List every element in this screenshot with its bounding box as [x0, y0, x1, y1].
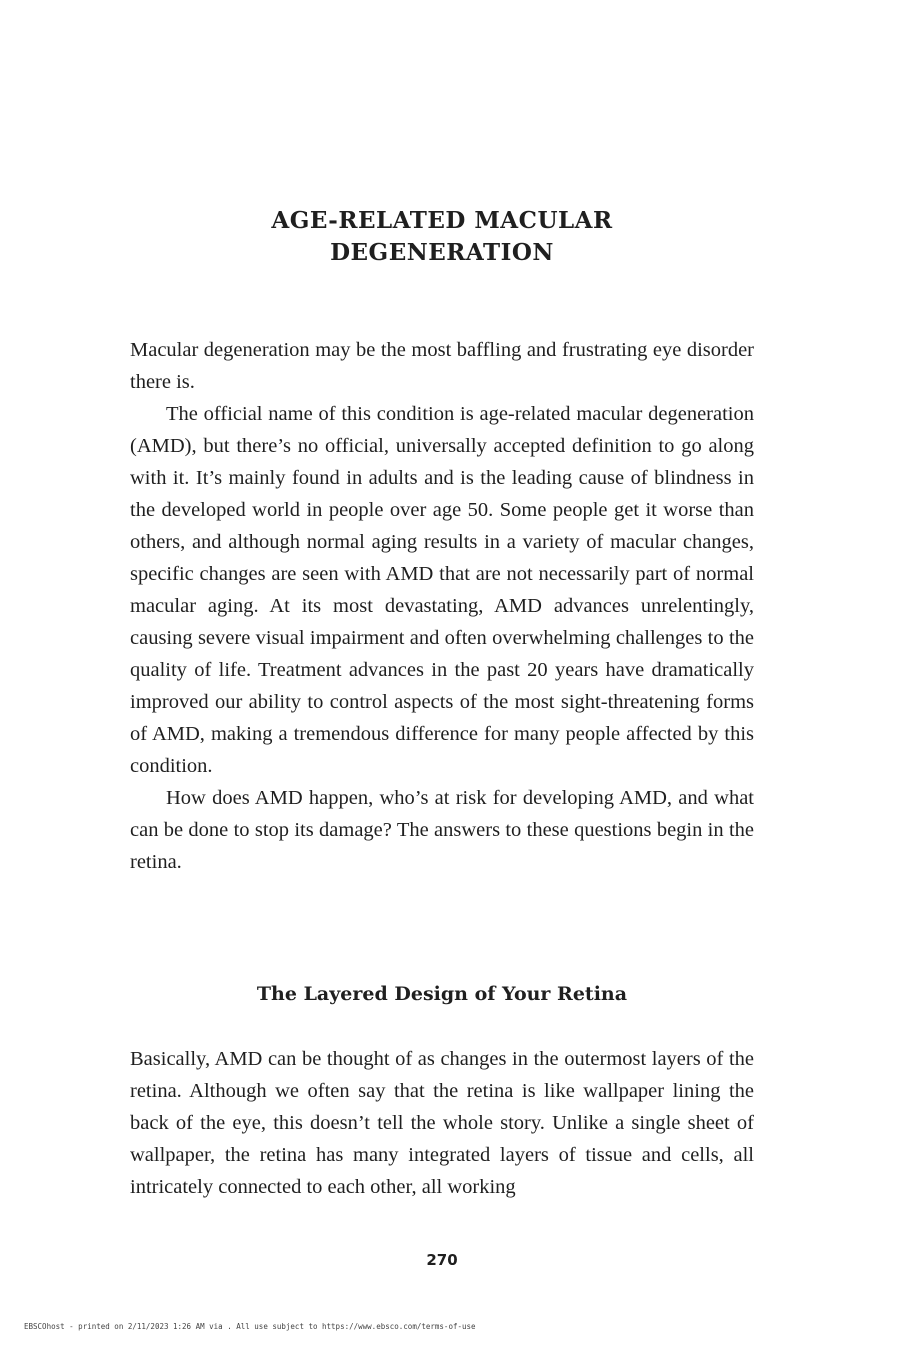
section-heading: The Layered Design of Your Retina: [256, 983, 628, 1005]
paragraph: How does AMD happen, who’s at risk for developing AMD, and what can be done to stop its damage? The answers to these questions begin in the retina.: [130, 787, 754, 873]
chapter-title: [0, 205, 884, 269]
page-number: 270: [426, 1251, 458, 1269]
chapter-title-line-1: AGE-RELATED MACULAR: [271, 207, 613, 234]
section-text: [130, 1043, 754, 1203]
paragraph: Macular degeneration may be the most baffling and frustrating eye disorder there is.: [130, 339, 754, 393]
paragraph: The official name of this condition is age-related macular degeneration (AMD), but there’s no official, universally accepted definition to go along with it. It’s mainly found in adults and is the leading cause of blindness in the developed world in people over age 50. Some people get it worse than others, and although normal aging results in a variety of macular changes, specific changes are seen with AMD that are not necessarily part of normal macular aging. At its most devastating, AMD advances unrelentingly, causing severe visual impairment and often overwhelming challenges to the quality of life. Treatment advances in the past 20 years have dramatically improved our ability to control aspects of the most sight-threatening forms of AMD, making a tremendous difference for many people affected by this condition.: [130, 403, 754, 777]
footer-note: EBSCOhost - printed on 2/11/2023 1:26 AM via . All use subject to https://www.ebsco.com/terms-of-use: [24, 1322, 476, 1331]
intro-text: [130, 334, 754, 878]
chapter-title-line-2: DEGENERATION: [330, 239, 554, 266]
paragraph: Basically, AMD can be thought of as changes in the outermost layers of the retina. Although we often say that the retina is like wallpaper lining the back of the eye, this doesn’t tell the whole story. Unlike a single sheet of wallpaper, the retina has many integrated layers of tissue and cells, all intricately connected to each other, all working: [130, 1048, 754, 1198]
